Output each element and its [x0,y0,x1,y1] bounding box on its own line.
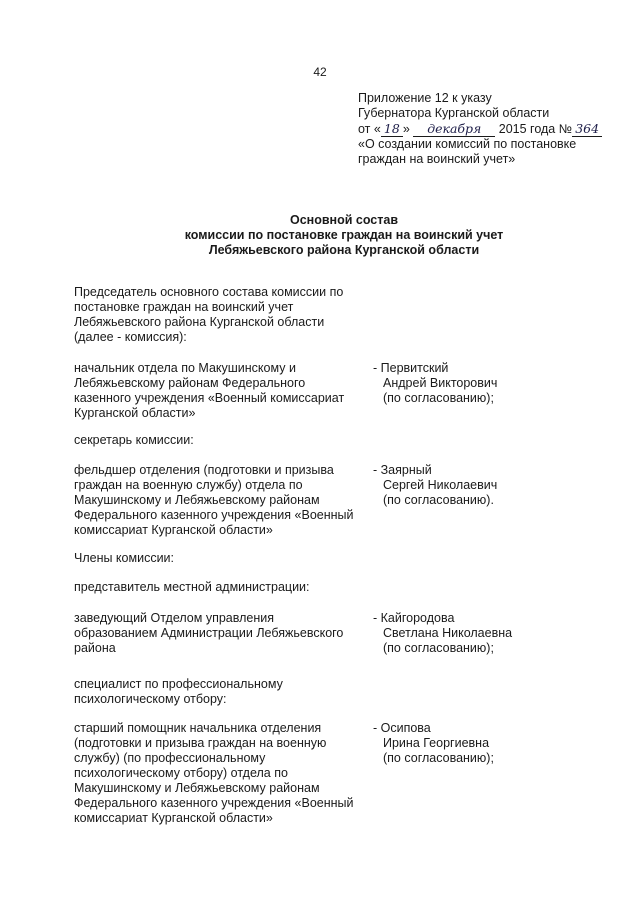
text-line: Макушинскому и Лебяжьевскому районам [74,493,320,507]
appendix-date-line [358,121,620,137]
appendix-line-1: Приложение 12 к указу [358,91,492,105]
title-line-3: Лебяжьевского района Курганской области [208,243,480,257]
text-line: Председатель основного состава комиссии по [74,285,344,299]
text-line: психологическому отбору: [74,692,227,706]
text-line: (подготовки и призыва граждан на военную [74,736,327,750]
section-position-6 [74,611,366,656]
person-surname: - Осипова [373,721,431,735]
year-text: 2015 года № [498,122,573,136]
text-line: Курганской области» [74,406,196,420]
text-line: района [74,641,116,655]
text-line: (далее - комиссия): [74,330,187,344]
text-line: Лебяжьевского района Курганской области [74,315,325,329]
person-surname: - Заярный [373,463,432,477]
handwritten-month: декабря [413,121,495,137]
handwritten-day: 18 [381,121,403,137]
person-name: Светлана Николаевна [383,626,513,640]
person-name: Ирина Георгиевна [383,736,490,750]
section-position-8 [74,721,366,826]
date-mid: » [402,122,410,136]
text-line: образованием Администрации Лебяжьевского [74,626,344,640]
person-name: Сергей Николаевич [383,478,498,492]
person-8 [373,721,573,766]
person-name: Андрей Викторович [383,376,498,390]
person-note: (по согласованию); [383,751,494,765]
text-line: начальник отдела по Макушинскому и [74,361,296,375]
section-psych-specialist [74,677,366,707]
text-line: Федерального казенного учреждения «Военный [74,796,354,810]
text-line: специалист по профессиональному [74,677,283,691]
section-chairman [74,285,366,345]
text-line: фельдшер отделения (подготовки и призыва [74,463,334,477]
text-line: комиссариат Курганской области» [74,523,273,537]
text-line: службу) (по профессиональному [74,751,266,765]
page-number: 42 [313,65,327,79]
date-prefix: от « [358,122,381,136]
appendix-line-5: граждан на воинский учет» [358,152,516,166]
document-title [0,213,640,258]
text-line: казенного учреждения «Военный комиссариат [74,391,345,405]
text-line: секретарь комиссии: [74,433,194,447]
appendix-line-4: «О создании комиссий по постановке [358,137,577,151]
text-line: комиссариат Курганской области» [74,811,273,825]
text-line: психологическому отбору) отдела по [74,766,288,780]
section-local-admin [74,580,366,595]
text-line: Члены комиссии: [74,551,175,565]
appendix-line-2: Губернатора Курганской области [358,106,550,120]
text-line: Макушинскому и Лебяжьевскому районам [74,781,320,795]
person-note: (по согласованию). [383,493,494,507]
title-line-2: комиссии по постановке граждан на воинский учет [184,228,504,242]
section-secretary [74,433,366,448]
person-1 [373,361,573,406]
text-line: старший помощник начальника отделения [74,721,322,735]
handwritten-number: 364 [572,121,602,137]
text-line: граждан на военную службу) отдела по [74,478,303,492]
appendix-header [358,91,620,167]
section-members [74,551,366,566]
text-line: заведующий Отделом управления [74,611,274,625]
person-note: (по согласованию); [383,641,494,655]
section-position-3 [74,463,366,538]
section-position-1 [74,361,366,421]
person-surname: - Кайгородова [373,611,455,625]
text-line: постановке граждан на воинский учет [74,300,294,314]
text-line: представитель местной администрации: [74,580,310,594]
person-note: (по согласованию); [383,391,494,405]
title-line-1: Основной состав [289,213,399,227]
text-line: Федерального казенного учреждения «Военный [74,508,354,522]
person-surname: - Первитский [373,361,449,375]
text-line: Лебяжьевскому районам Федерального [74,376,306,390]
person-3 [373,463,573,508]
person-6 [373,611,573,656]
